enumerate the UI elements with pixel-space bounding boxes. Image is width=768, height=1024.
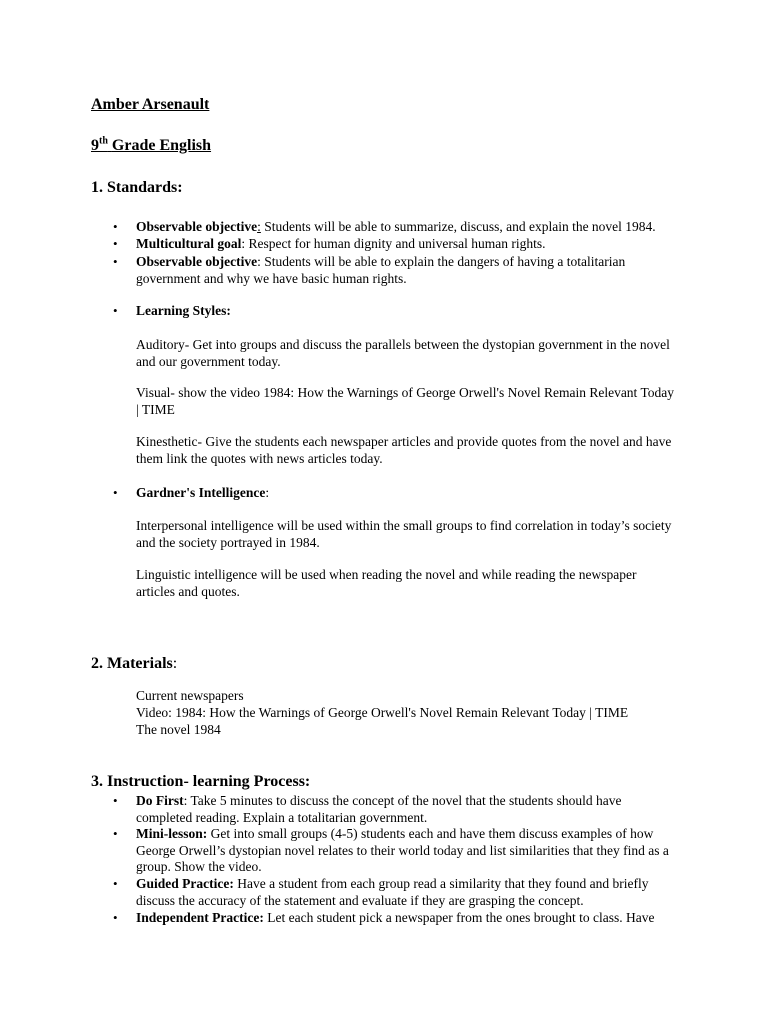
- material-item: Current newspapers: [136, 688, 244, 703]
- bullet-marker: •: [113, 793, 118, 808]
- grade-number: 9: [91, 137, 99, 154]
- course-title: [91, 136, 211, 156]
- item-separator: :: [241, 236, 246, 251]
- bullet-marker: •: [113, 254, 118, 269]
- course-subject: Grade English: [111, 137, 212, 154]
- instruction-item: [136, 793, 676, 826]
- gardner-label: [136, 485, 676, 502]
- bullet-marker: •: [113, 236, 118, 251]
- item-text: Students will be able to summarize, discuss, and explain the novel 1984.: [260, 219, 656, 234]
- learning-style-visual: Visual- show the video 1984: How the Warnings of George Orwell's Novel Remain Relevant Today | TIME: [136, 385, 674, 417]
- item-text: Have a student from each group read a similarity that they found and briefly discuss the accuracy of the statement and evaluate if they are grasping the concept.: [136, 876, 649, 908]
- bullet-marker: •: [113, 826, 118, 841]
- standard-item: [136, 219, 676, 236]
- item-separator: :: [257, 254, 261, 269]
- standard-item: [136, 236, 676, 253]
- item-label: Guided Practice:: [136, 876, 234, 891]
- author-name: Amber Arsenault: [91, 96, 210, 113]
- instruction-item: [136, 910, 676, 927]
- instruction-item: [136, 826, 676, 876]
- section-instruction-title: 3. Instruction- learning Process:: [91, 773, 311, 790]
- bullet-marker: •: [113, 876, 118, 891]
- item-label: Observable objective: [136, 254, 258, 269]
- item-separator: :: [257, 219, 261, 234]
- item-label: Mini-lesson:: [136, 826, 208, 841]
- learning-style-auditory: Auditory- Get into groups and discuss the parallels between the dystopian government in the novel and our government today.: [136, 337, 670, 369]
- material-item: Video: 1984: How the Warnings of George Orwell's Novel Remain Relevant Today | TIME: [136, 705, 629, 720]
- gardner-linguistic: Linguistic intelligence will be used when reading the novel and while reading the newspaper articles and quotes.: [136, 567, 637, 599]
- item-label: Multicultural goal: [136, 236, 242, 251]
- gardner-interpersonal: Interpersonal intelligence will be used within the small groups to find correlation in today’s society and the society portrayed in 1984.: [136, 518, 672, 550]
- section-materials-separator: :: [172, 655, 178, 672]
- item-text: Let each student pick a newspaper from the ones brought to class. Have: [263, 910, 655, 925]
- item-text: Get into small groups (4-5) students each and have them discuss examples of how George Orwell’s dystopian novel relates to their world today and list similarities that they find as a group. Show the video.: [136, 826, 669, 874]
- bullet-marker: •: [113, 219, 118, 234]
- gardner-label-text: Gardner's Intelligence: [136, 485, 266, 500]
- section-standards-title: 1. Standards:: [91, 179, 183, 196]
- grade-suffix: th: [99, 135, 108, 147]
- learning-style-kinesthetic: Kinesthetic- Give the students each newspaper articles and provide quotes from the novel and have them link the quotes with news articles today.: [136, 434, 672, 466]
- item-label: Do First: [136, 793, 184, 808]
- section-materials-title-text: 2. Materials: [91, 655, 173, 672]
- item-text: : Take 5 minutes to discuss the concept of the novel that the students should have completed reading. Explain a totalitarian government.: [136, 793, 622, 825]
- learning-styles-label: Learning Styles:: [136, 303, 231, 318]
- section-materials-title: [91, 654, 177, 674]
- bullet-marker: •: [113, 303, 118, 318]
- instruction-item: [136, 876, 676, 909]
- standard-item: [136, 254, 676, 287]
- item-text: Students will be able to explain the dangers of having a totalitarian government and why we have basic human rights.: [136, 254, 626, 286]
- bullet-marker: •: [113, 910, 118, 925]
- item-label: Observable objective: [136, 219, 258, 234]
- item-text: Respect for human dignity and universal human rights.: [245, 236, 546, 251]
- item-label: Independent Practice:: [136, 910, 264, 925]
- material-item: The novel 1984: [136, 722, 221, 737]
- gardner-separator: :: [265, 485, 270, 500]
- bullet-marker: •: [113, 485, 118, 500]
